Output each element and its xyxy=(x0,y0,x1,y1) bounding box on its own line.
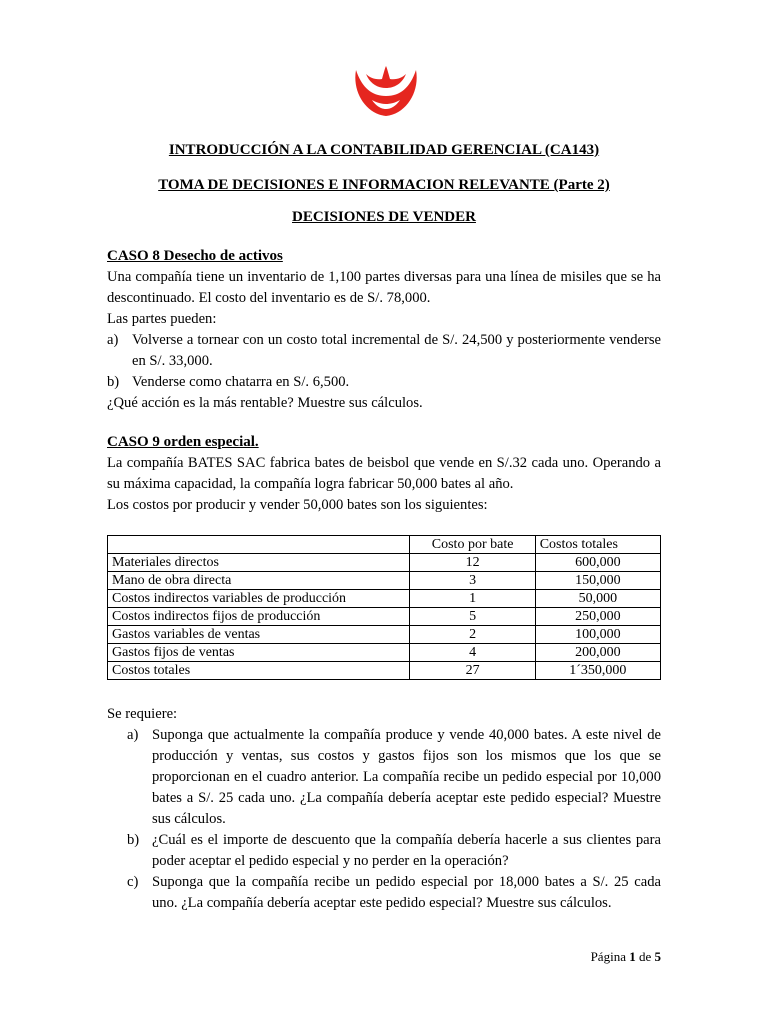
table-cell: 250,000 xyxy=(535,608,660,626)
page-footer xyxy=(591,946,661,967)
requires-label: Se requiere: xyxy=(107,706,178,722)
section-title: DECISIONES DE VENDER xyxy=(292,209,476,225)
table-row xyxy=(108,608,661,626)
page-word: Página xyxy=(590,949,626,964)
table-row xyxy=(108,572,661,590)
table-cell: 4 xyxy=(410,644,535,662)
requirement-text: Suponga que la compañía recibe un pedido especial por 18,000 bates a S/. 25 cada uno. ¿La compañía debería aceptar este pedido especial? Muestre sus cálculos. xyxy=(152,874,661,911)
table-cell: Costos indirectos variables de producción xyxy=(108,590,410,608)
table-cell: 50,000 xyxy=(535,590,660,608)
table-cell: Gastos variables de ventas xyxy=(108,626,410,644)
table-cell: 12 xyxy=(410,554,535,572)
table-cell: 200,000 xyxy=(535,644,660,662)
caso9-section xyxy=(107,432,661,516)
caso8-lead: Las partes pueden: xyxy=(107,311,217,327)
option-text: Venderse como chatarra en S/. 6,500. xyxy=(132,374,350,390)
table-cell: 5 xyxy=(410,608,535,626)
option-text: Volverse a tornear con un costo total incremental de S/. 24,500 y posteriormente venderse en S/. 33,000. xyxy=(132,332,661,369)
requirement-item xyxy=(127,830,661,872)
requirements-section xyxy=(107,704,661,914)
requirement-text: ¿Cuál es el importe de descuento que la compañía debería hacerle a sus clientes para poder aceptar el pedido especial y no perder en la operación? xyxy=(152,832,661,869)
of-word: de xyxy=(638,949,652,964)
table-cell: Gastos fijos de ventas xyxy=(108,644,410,662)
table-cell: 1 xyxy=(410,590,535,608)
table-cell: Costos indirectos fijos de producción xyxy=(108,608,410,626)
table-row xyxy=(108,644,661,662)
university-logo-icon xyxy=(350,66,422,120)
caso8-option xyxy=(107,372,661,393)
cost-table xyxy=(107,535,661,680)
document-subtitle: TOMA DE DECISIONES E INFORMACION RELEVANTE (Parte 2) xyxy=(158,177,610,193)
caso8-option xyxy=(107,330,661,372)
table-row xyxy=(108,590,661,608)
table-cell: 150,000 xyxy=(535,572,660,590)
table-cell: Materiales directos xyxy=(108,554,410,572)
caso9-heading: CASO 9 orden especial. xyxy=(107,434,259,450)
table-cell: 1´350,000 xyxy=(535,662,660,680)
table-cell: 3 xyxy=(410,572,535,590)
table-header-cell: Costo por bate xyxy=(410,536,535,554)
table-cell: 600,000 xyxy=(535,554,660,572)
table-cell: 27 xyxy=(410,662,535,680)
caso8-question: ¿Qué acción es la más rentable? Muestre sus cálculos. xyxy=(107,395,423,411)
table-row xyxy=(108,626,661,644)
requirement-label: c) xyxy=(127,874,139,890)
caso9-intro: La compañía BATES SAC fabrica bates de beisbol que vende en S/.32 cada uno. Operando a su máxima capacidad, la compañía logra fabricar 50,000 bates al año. xyxy=(107,455,661,492)
requirement-label: a) xyxy=(127,727,139,743)
caso8-section xyxy=(107,246,661,414)
table-row xyxy=(108,662,661,680)
requirement-item xyxy=(127,725,661,830)
table-header-cell: Costos totales xyxy=(535,536,660,554)
table-cell: Costos totales xyxy=(108,662,410,680)
requirement-item xyxy=(127,872,661,914)
document-title: INTRODUCCIÓN A LA CONTABILIDAD GERENCIAL (CA143) xyxy=(168,142,600,158)
table-cell: 2 xyxy=(410,626,535,644)
table-cell: 100,000 xyxy=(535,626,660,644)
table-header-cell xyxy=(108,536,410,554)
option-label: b) xyxy=(107,374,120,390)
table-row xyxy=(108,554,661,572)
page-total: 5 xyxy=(654,949,661,964)
table-cell: Mano de obra directa xyxy=(108,572,410,590)
caso9-lead: Los costos por producir y vender 50,000 bates son los siguientes: xyxy=(107,497,488,513)
page-number: 1 xyxy=(629,949,636,964)
caso8-heading: CASO 8 Desecho de activos xyxy=(107,248,283,264)
requirement-text: Suponga que actualmente la compañía produce y vende 40,000 bates. A este nivel de producción y ventas, sus costos y gastos fijos son los mismos que los que se proporcionan en el cuadro anterior. La compañía recibe un pedido especial por 10,000 bates a S/. 25 cada uno. ¿La compañía debería aceptar este pedido especial? Muestre sus cálculos. xyxy=(152,727,661,827)
option-label: a) xyxy=(107,332,119,348)
table-header-row xyxy=(108,536,661,554)
caso8-intro: Una compañía tiene un inventario de 1,100 partes diversas para una línea de misiles que se ha descontinuado. El costo del inventario es de S/. 78,000. xyxy=(107,269,661,306)
requirement-label: b) xyxy=(127,832,140,848)
